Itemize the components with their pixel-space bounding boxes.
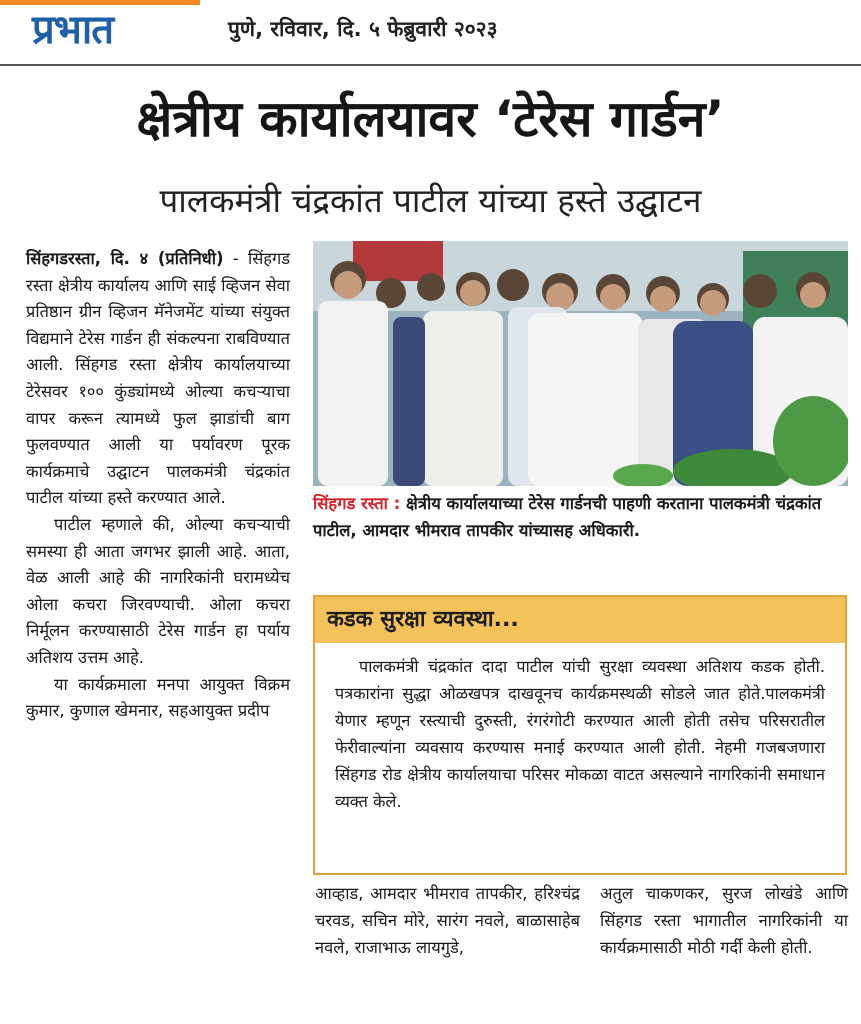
sidebar-box-body: पालकमंत्री चंद्रकांत दादा पाटील यांची सुरक्षा व्यवस्था अतिशय कडक होती. पत्रकारांना सुद्धा ओळखपत्र दाखवूनच कार्यक्रमस्थळी सोडले जात होते.पालकमंत्री येणार म्हणून रस्त्याची दुरुस्ती, रंगरंगोटी करण्यात आली होती तसेच परिसरातील फेरीवाल्यांना व्यवसाय करण्यास मनाई करण्यात आली होती. नेहमी गजबजणारा सिंहगड रोड क्षेत्रीय कार्यालयाचा परिसर मोकळा वाटत असल्याने नागरिकांनी समाधान व्यक्त केले.	[335, 657, 825, 811]
dateline: पुणे, रविवार, दि. ५ फेब्रुवारी २०२३	[228, 17, 498, 41]
photo-caption	[313, 490, 848, 544]
masthead	[0, 0, 861, 60]
caption-place: सिंहगड रस्ता :	[313, 494, 401, 513]
newspaper-logo: प्रभात	[32, 7, 114, 53]
article-column-middle: आव्हाड, आमदार भीमराव तापकीर, हरिश्चंद्र चरवड, सचिन मोरे, सारंग नवले, बाळासाहेब नवले, राजाभाऊ लायगुडे,	[315, 884, 580, 957]
byline: सिंहगडरस्ता, दि. ४ (प्रतिनिधी)	[26, 249, 224, 268]
article-column-left	[26, 246, 290, 725]
security-sidebar-box	[313, 595, 847, 875]
news-photo-illustration	[313, 241, 848, 486]
masthead-divider	[0, 64, 861, 66]
article-paragraph-2: पाटील म्हणाले की, ओल्या कचऱ्याची समस्या ही आता जगभर झाली आहे. आता, वेळ आली आहे की नागरिकांनी घरामध्येच ओला कचरा जिरवण्याची. ओला कचरा निर्मूलन करण्यासाठी टेरेस गार्डन हा पर्याय अतिशय उत्तम आहे.	[26, 514, 290, 667]
caption-text: क्षेत्रीय कार्यालयाच्या टेरेस गार्डनची पाहणी करताना पालकमंत्री चंद्रकांत पाटील, आमदार भीमराव तापकीर यांच्यासह अधिकारी.	[313, 494, 822, 540]
sidebar-box-title: कडक सुरक्षा व्यवस्था...	[327, 607, 519, 632]
subheadline: पालकमंत्री चंद्रकांत पाटील यांच्या हस्ते उद्घाटन	[159, 181, 702, 220]
article-lead	[26, 246, 290, 512]
article-paragraph-1: - सिंहगड रस्ता क्षेत्रीय कार्यालय आणि साई व्हिजन सेवा प्रतिष्ठान ग्रीन व्हिजन मॅनेजमेंट यांच्या संयुक्त विद्यमाने टेरेस गार्डन ही संकल्पना राबविण्यात आली. सिंहगड रस्ता क्षेत्रीय कार्यालयाच्या टेरेसवर १०० कुंड्यांमध्ये ओल्या कचऱ्याचा वापर करून त्यामध्ये फुल झाडांची बाग फुलवण्यात आली या पर्यावरण पूरक कार्यक्रमाचे उद्घाटन पालकमंत्री चंद्रकांत पाटील यांच्या हस्ते करण्यात आले.	[26, 249, 290, 508]
article-column-right: अतुल चाकणकर, सुरज लोखंडे आणि सिंहगड रस्ता भागातील नागरिकांनी या कार्यक्रमासाठी मोठी गर्दी केली होती.	[600, 884, 848, 957]
sidebar-box-header	[315, 597, 845, 643]
news-photo	[313, 241, 848, 486]
headline: क्षेत्रीय कार्यालयावर ‘टेरेस गार्डन’	[136, 90, 725, 148]
article-paragraph-3: या कार्यक्रमाला मनपा आयुक्त विक्रम कुमार, कुणाल खेमनार, सहआयुक्त प्रदीप	[26, 674, 290, 721]
